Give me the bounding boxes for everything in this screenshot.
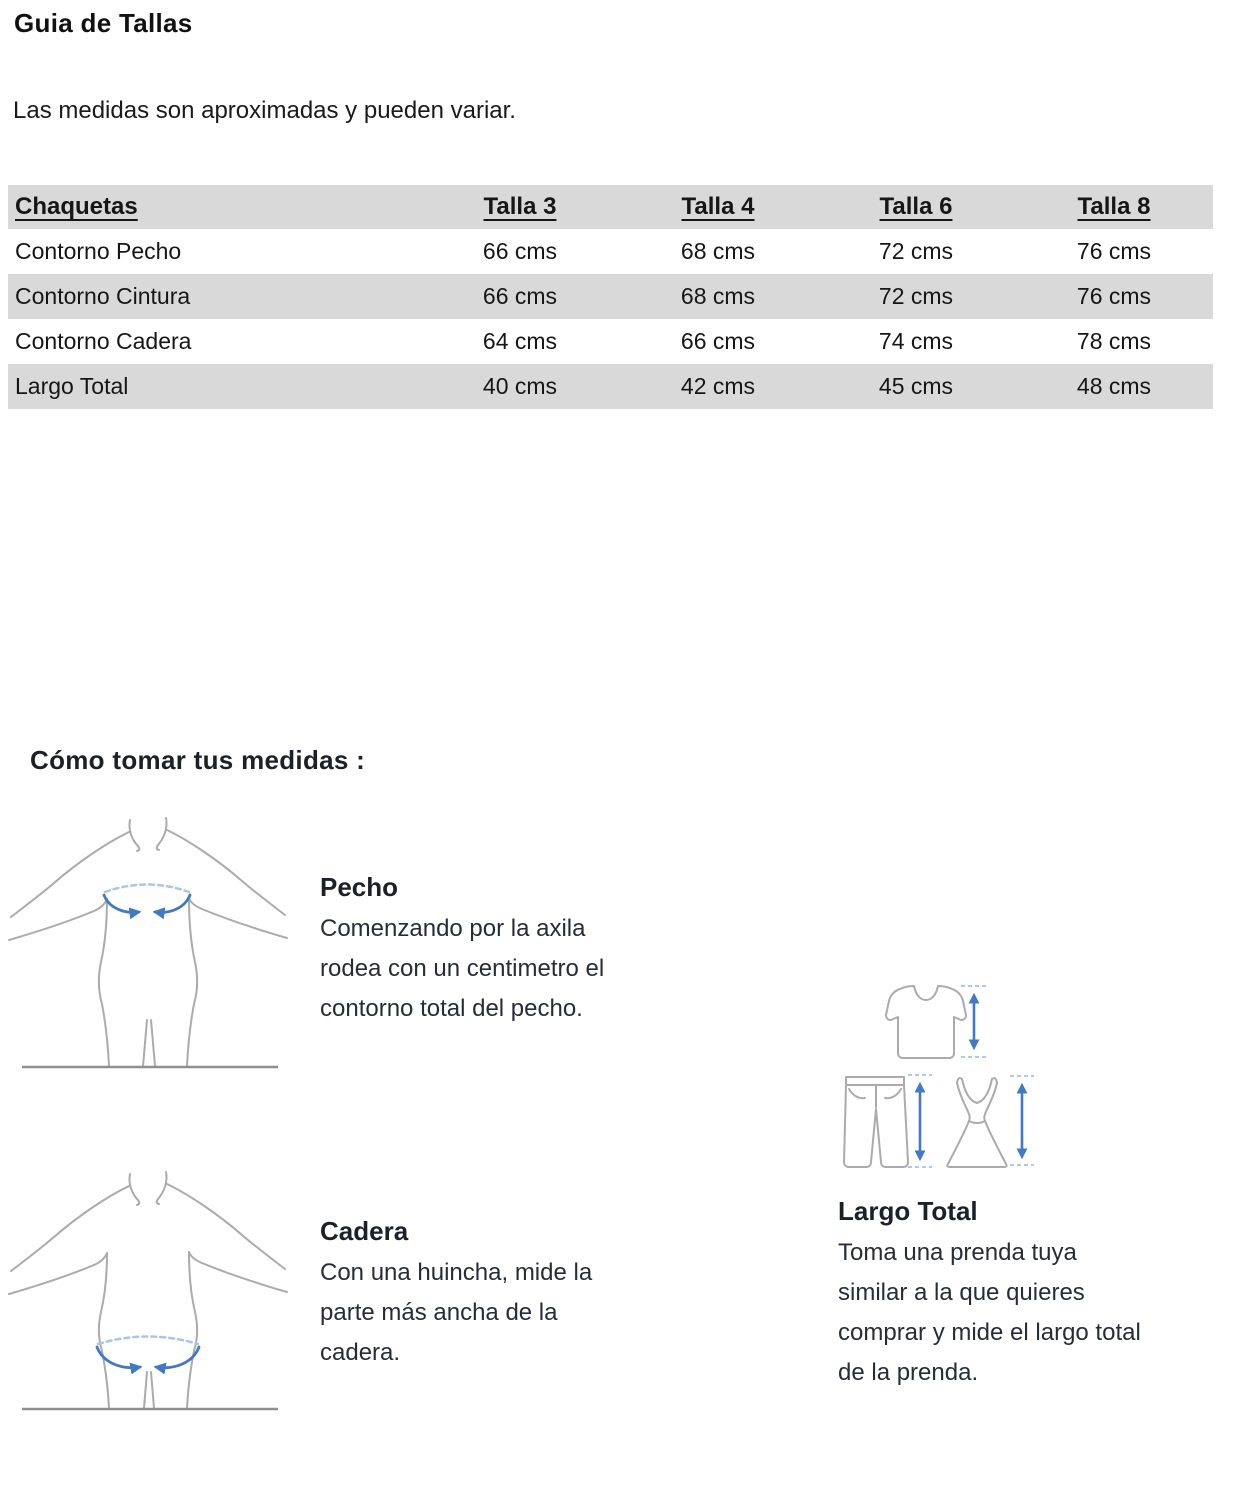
cell-value: 72 cms (878, 238, 954, 264)
cell-value: 45 cms (878, 373, 954, 399)
tshirt-icon (886, 986, 966, 1058)
body-outline-hip-measure-icon (8, 1168, 288, 1418)
pecho-line: Comenzando por la axila (320, 915, 586, 942)
pecho-title: Pecho (320, 872, 399, 902)
cadera-line: cadera. (320, 1339, 401, 1366)
cadera-line: Con una huincha, mide la (320, 1259, 593, 1286)
cadera-line: parte más ancha de la (320, 1299, 558, 1326)
cell-value: 66 cms (680, 328, 756, 354)
column-header-talla-8: Talla 8 (1015, 185, 1213, 229)
largo-total-title: Largo Total (838, 1196, 978, 1226)
table-row-largo-total (8, 364, 1213, 409)
column-header-talla-4: Talla 4 (619, 185, 817, 229)
largo-total-line: de la prenda. (838, 1359, 979, 1386)
cell-value: 72 cms (878, 283, 954, 309)
cell-value: 78 cms (1076, 328, 1152, 354)
largo-total-line: comprar y mide el largo total (838, 1319, 1141, 1346)
size-table-header-row (8, 185, 1213, 229)
cell-value: 68 cms (680, 238, 756, 264)
page-title: Guia de Tallas (14, 8, 193, 38)
table-row-contorno-pecho (8, 229, 1213, 274)
largo-total-line: Toma una prenda tuya (838, 1239, 1077, 1266)
dress-icon (947, 1078, 1006, 1167)
row-label: Contorno Cadera (15, 328, 192, 354)
row-label: Largo Total (15, 373, 129, 399)
cell-value: 64 cms (482, 328, 558, 354)
column-header-talla-3: Talla 3 (421, 185, 619, 229)
pants-icon (844, 1077, 908, 1167)
pecho-section (320, 872, 604, 1029)
cell-value: 48 cms (1076, 373, 1152, 399)
garment-length-icons (838, 976, 1040, 1174)
cell-value: 42 cms (680, 373, 756, 399)
cadera-title: Cadera (320, 1216, 409, 1246)
pecho-line: rodea con un centimetro el (320, 955, 605, 982)
cell-value: 66 cms (482, 238, 558, 264)
cell-value: 76 cms (1076, 283, 1152, 309)
pants-length-arrow-icon (908, 1075, 932, 1167)
how-to-heading: Cómo tomar tus medidas : (30, 745, 366, 775)
largo-total-section (838, 1196, 1141, 1393)
cadera-section (320, 1216, 592, 1373)
largo-total-line: similar a la que quieres (838, 1279, 1085, 1306)
cell-value: 40 cms (482, 373, 558, 399)
body-outline-chest-measure-icon (8, 814, 288, 1072)
cell-value: 76 cms (1076, 238, 1152, 264)
column-header-product: Chaquetas (8, 185, 421, 229)
pecho-line: contorno total del pecho. (320, 995, 583, 1022)
tshirt-length-arrow-icon (961, 986, 987, 1057)
row-label: Contorno Pecho (15, 238, 182, 264)
table-row-contorno-cadera (8, 319, 1213, 364)
cell-value: 74 cms (878, 328, 954, 354)
size-table (8, 185, 1213, 409)
dress-length-arrow-icon (1010, 1076, 1034, 1165)
column-header-talla-6: Talla 6 (817, 185, 1015, 229)
cell-value: 68 cms (680, 283, 756, 309)
cell-value: 66 cms (482, 283, 558, 309)
row-label: Contorno Cintura (15, 283, 191, 309)
intro-text: Las medidas son aproximadas y pueden variar. (13, 97, 516, 124)
table-row-contorno-cintura (8, 274, 1213, 319)
